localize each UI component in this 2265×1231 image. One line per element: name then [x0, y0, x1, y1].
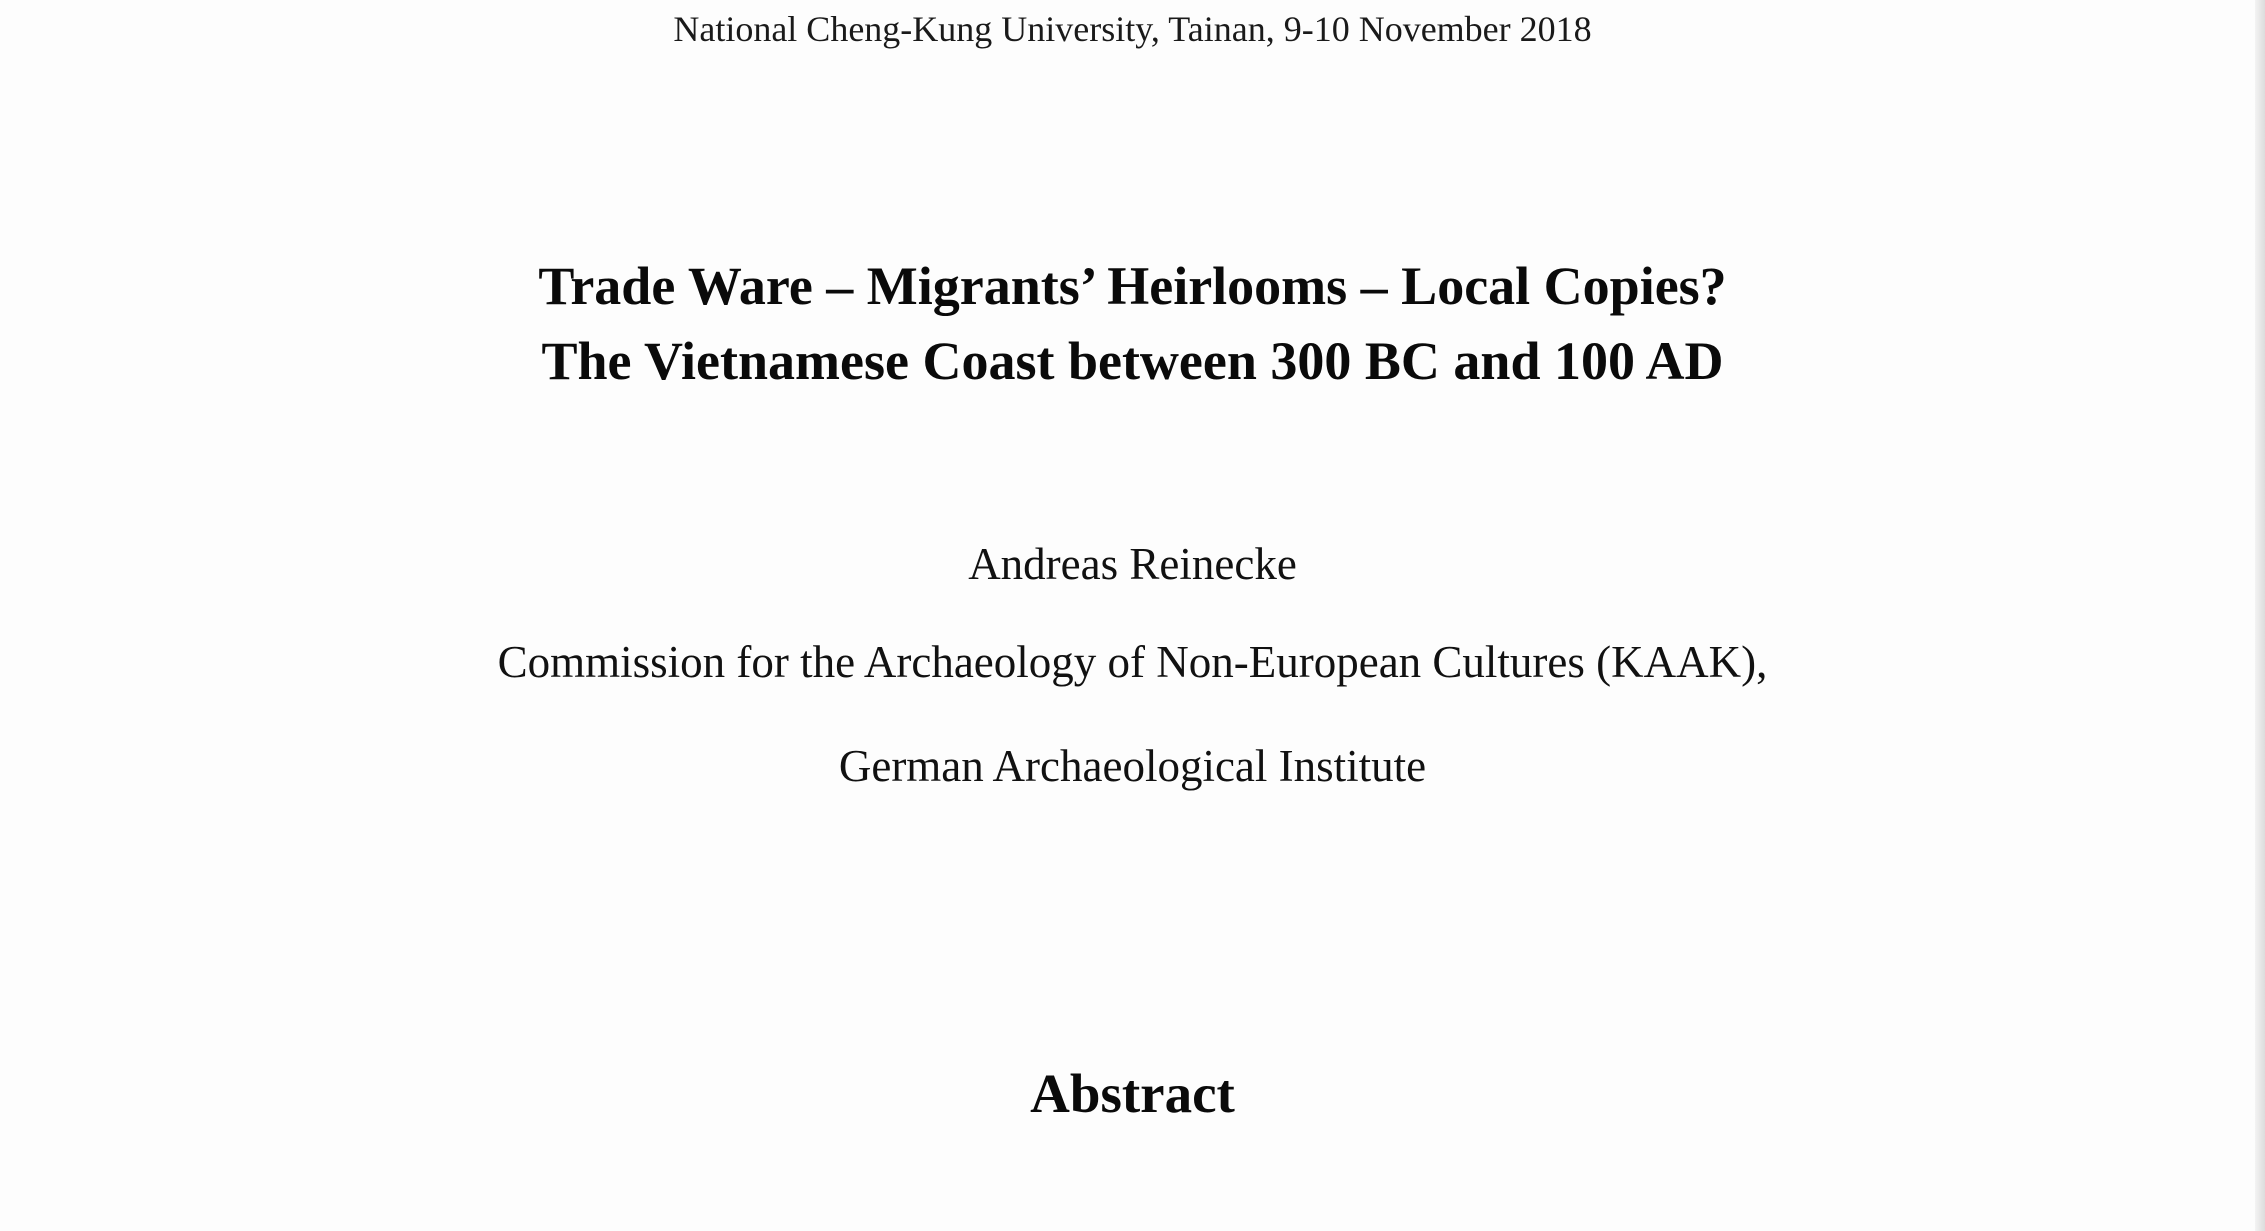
paper-title-line-2: The Vietnamese Coast between 300 BC and 100 AD — [541, 331, 1724, 391]
author-affiliation-line-1: Commission for the Archaeology of Non-European Cultures (KAAK), — [497, 637, 1768, 687]
paper-title-line-1: Trade Ware – Migrants’ Heirlooms – Local Copies? — [538, 256, 1727, 316]
page-edge — [2255, 0, 2265, 1231]
author-affiliation-line-2: German Archaeological Institute — [838, 741, 1427, 791]
abstract-heading: Abstract — [1030, 1063, 1235, 1124]
conference-venue-line: National Cheng-Kung University, Tainan, 9-10 November 2018 — [673, 9, 1592, 49]
author-name: Andreas Reinecke — [968, 539, 1297, 589]
